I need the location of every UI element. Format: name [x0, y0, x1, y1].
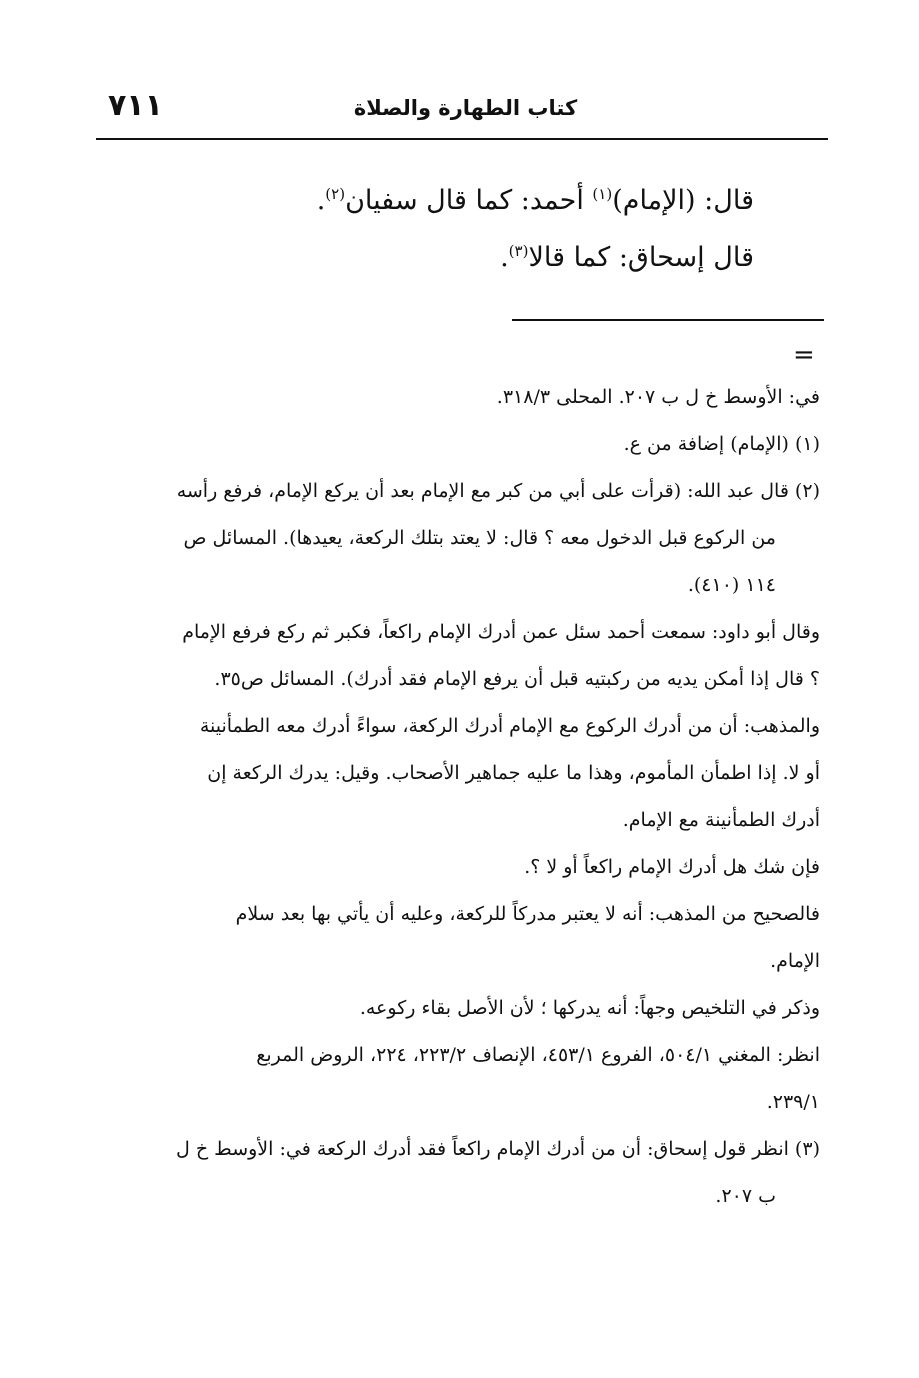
footnote-line: (٣) انظر قول إسحاق: أن من أدرك الإمام راكعاً فقد أدرك الركعة في: الأوسط خ ل — [176, 1138, 820, 1160]
footnote-line: ب ٢٠٧. — [715, 1185, 776, 1207]
page-header — [108, 88, 823, 128]
footnote-line: ١١٤ (٤١٠). — [687, 574, 776, 596]
main-text-segment: . — [316, 185, 326, 216]
running-title: كتاب الطهارة والصلاة — [353, 96, 578, 120]
footnote-ref-3: (٣) — [508, 242, 529, 260]
footnote-line: من الركوع قبل الدخول معه ؟ قال: لا يعتد بتلك الركعة، يعيدها). المسائل ص — [183, 527, 776, 549]
footnote-line: أدرك الطمأنينة مع الإمام. — [622, 809, 820, 831]
main-text-segment: قال: (الإمام) — [612, 185, 754, 216]
footnote-line: فإن شك هل أدرك الإمام راكعاً أو لا ؟. — [524, 856, 820, 878]
footnote-ref-1: (١) — [592, 185, 613, 203]
footnote-line: ؟ قال إذا أمكن يديه من ركبتيه قبل أن يرفع الإمام فقد أدرك). المسائل ص٣٥. — [214, 668, 820, 690]
main-text-segment: . — [500, 242, 509, 273]
page-number: ٧١١ — [108, 88, 163, 123]
footnote-line: وذكر في التلخيص وجهاً: أنه يدركها ؛ لأن الأصل بقاء ركوعه. — [359, 997, 820, 1019]
footnote-line: وقال أبو داود: سمعت أحمد سئل عمن أدرك الإمام راكعاً، فكبر ثم ركع فرفع الإمام — [182, 621, 820, 643]
header-rule — [96, 138, 828, 140]
continuation-marker: = — [793, 340, 815, 370]
main-line-2 — [96, 239, 754, 296]
footnote-line: الإمام. — [770, 950, 820, 972]
footnote-line: ٢٣٩/١. — [766, 1091, 820, 1113]
footnote-line: (١) (الإمام) إضافة من ع. — [623, 433, 820, 455]
footnote-line: والمذهب: أن من أدرك الركوع مع الإمام أدرك الركعة، سواءً أدرك معه الطمأنينة — [199, 715, 820, 737]
footnote-line: انظر: المغني ٥٠٤/١، الفروع ٤٥٣/١، الإنصاف ٢٢٣/٢، ٢٢٤، الروض المربع — [256, 1044, 820, 1066]
footnote-ref-2: (٢) — [325, 185, 346, 203]
footnote-line: فالصحيح من المذهب: أنه لا يعتبر مدركاً للركعة، وعليه أن يأتي بها بعد سلام — [235, 903, 820, 925]
main-line-1 — [96, 182, 754, 239]
footnote-line: أو لا. إذا اطمأن المأموم، وهذا ما عليه جماهير الأصحاب. وقيل: يدرك الركعة إن — [207, 762, 820, 784]
footnote-line: (٢) قال عبد الله: (قرأت على أبي من كبر مع الإمام بعد أن يركع الإمام، فرفع رأسه — [176, 480, 820, 502]
footnote-line: في: الأوسط خ ل ب ٢٠٧. المحلى ٣١٨/٣. — [496, 386, 820, 408]
main-text-segment: قال إسحاق: كما قالا — [528, 242, 754, 273]
main-text — [96, 182, 754, 296]
footnotes — [101, 377, 820, 1223]
footnote-separator — [512, 319, 824, 321]
main-text-segment: أحمد: كما قال سفيان — [345, 185, 593, 216]
